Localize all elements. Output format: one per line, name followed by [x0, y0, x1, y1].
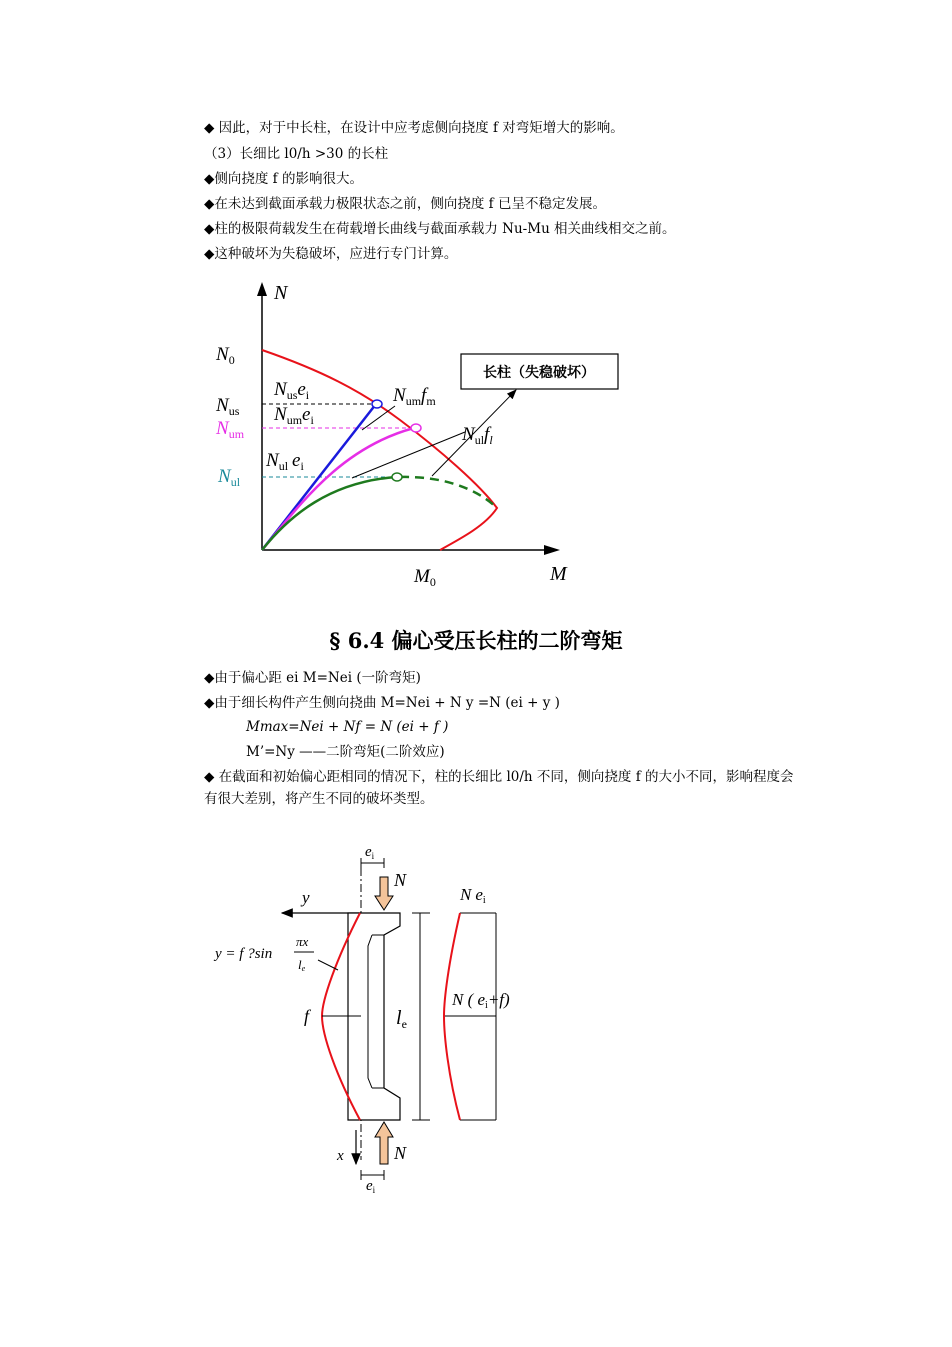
box-label: 长柱（失稳破坏） — [483, 366, 595, 381]
body-line-1: ◆由于偏心距 ei M=Nei (一阶弯矩) — [204, 670, 421, 686]
nul-label: $N_{ul}$ — [218, 466, 241, 489]
formula-leader — [318, 960, 338, 970]
body-paragraph: ◆ 在截面和初始偏心距相同的情况下，柱的长细比 l0/h 不同，侧向挠度 f 的大小不同，影响程度会有很大差别，将产生不同的破坏类型。 — [204, 769, 794, 807]
intro-line-1: ◆ 因此，对于中长柱，在设计中应考虑侧向挠度 f 对弯矩增大的影响。 — [204, 120, 624, 136]
n-axis-label: N — [274, 282, 288, 304]
num-label: $N_{um}$ — [216, 418, 245, 441]
body-line-2: ◆由于细长构件产生侧向挠曲 M=Nei + N y =N (ei + y ) — [204, 695, 560, 711]
section-title: § 6.4 偏心受压长柱的二阶弯矩 — [329, 628, 623, 653]
nm-interaction-figure — [0, 0, 952, 610]
num-fm-label: $N_{um}f_m$ — [393, 385, 436, 408]
y-axis-label: y — [302, 888, 310, 907]
long-column-curve-dashed — [400, 477, 497, 508]
nus-ei-label: $N_{us}e_i$ — [274, 379, 310, 402]
bottom-load-arrow — [375, 1122, 393, 1164]
formula-denominator: le — [298, 957, 306, 973]
nul-fl-leader — [352, 432, 465, 478]
column-deflection-figure — [0, 830, 952, 1210]
nul-fl-label: $N_{ul}f_l$ — [462, 424, 493, 447]
nul-ei-label: $N_{ul}$ $e_i$ — [266, 450, 304, 473]
intro-line-2: （3）长细比 l0/h >30 的长柱 — [204, 146, 389, 162]
intro-line-5: ◆柱的极限荷载发生在荷载增长曲线与截面承载力 Nu-Mu 相关曲线相交之前。 — [204, 221, 676, 237]
ei-bottom-label: $e_i$ — [366, 1178, 376, 1195]
intro-line-3: ◆侧向挠度 f 的影响很大。 — [204, 171, 363, 187]
long-column-curve — [262, 477, 396, 550]
le-label: $l_e$ — [396, 1007, 407, 1031]
body-line-3: Mmax=Nei + Nf = N (ei + f ) — [246, 719, 449, 735]
bottom-n-label: N — [394, 1143, 407, 1163]
intro-line-4: ◆在未达到截面承载力极限状态之前，侧向挠度 f 已呈不稳定发展。 — [204, 196, 606, 212]
nus-label: $N_{us}$ — [216, 395, 240, 418]
n-axis-arrowhead — [257, 282, 267, 296]
n0-label: $N_0$ — [216, 344, 235, 367]
x-axis-label: x — [337, 1148, 344, 1164]
nul-point — [392, 473, 402, 481]
nus-point — [372, 400, 382, 408]
m0-label: $M_0$ — [414, 566, 436, 589]
num-point — [411, 424, 421, 432]
nei-label: N ei — [460, 885, 486, 906]
f-label: f — [304, 1006, 310, 1026]
top-load-arrow — [375, 877, 393, 910]
num-fm-leader — [362, 406, 395, 430]
medium-column-curve — [262, 428, 414, 550]
num-ei-label: $N_{um}e_i$ — [274, 404, 314, 427]
top-n-label: N — [394, 870, 407, 890]
formula-numerator: πx — [296, 934, 309, 949]
n-ei-f-label: N ( ei+f) — [452, 990, 510, 1011]
ei-top-label: $e_i$ — [365, 844, 375, 861]
intro-line-6: ◆这种破坏为失稳破坏，应进行专门计算。 — [204, 246, 458, 262]
formula-label: y = f ?sin — [215, 946, 273, 962]
body-line-4: M’=Ny ——二阶弯矩(二阶效应) — [246, 744, 445, 760]
m-axis-label: M — [550, 563, 567, 585]
m-axis-arrowhead — [544, 545, 560, 555]
